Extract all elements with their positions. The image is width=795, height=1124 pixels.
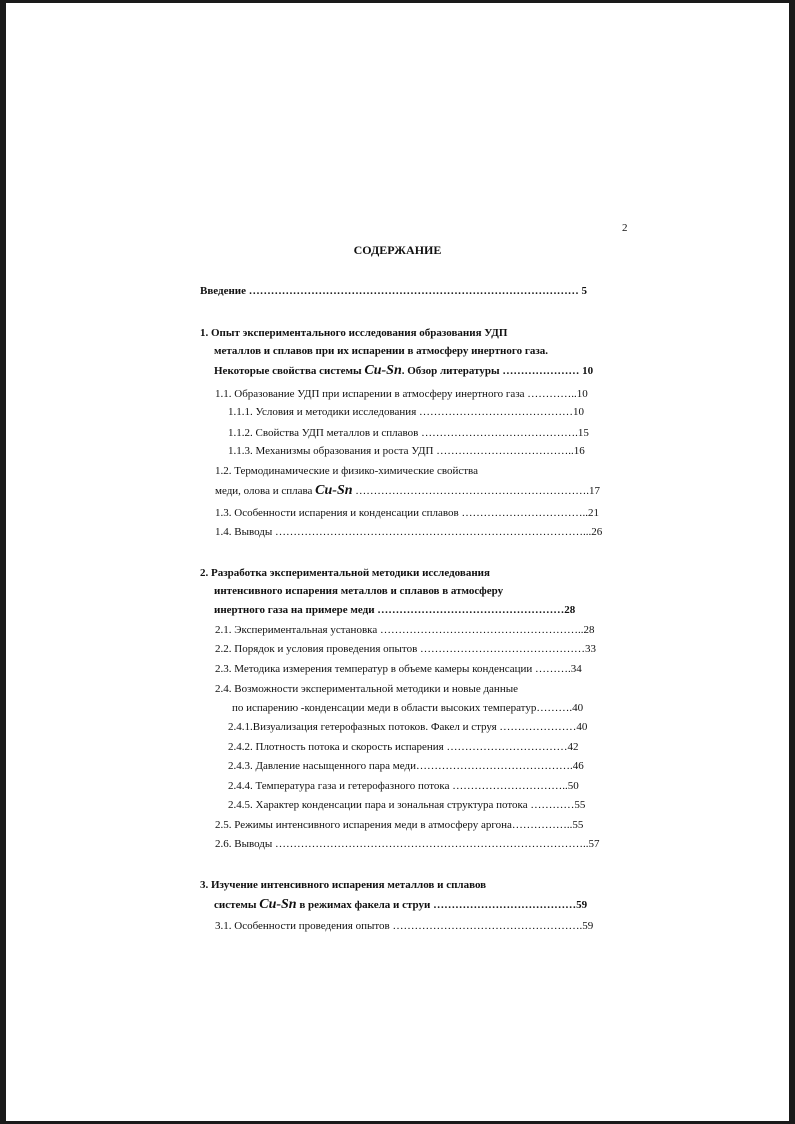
toc-s3-1: 3.1. Особенности проведения опытов …………………………………………….59 xyxy=(215,920,594,932)
toc-s2-4b: по испарению -конденсации меди в области высоких температур……….40 xyxy=(232,702,584,714)
toc-ch2-line1: 2. Разработка экспериментальной методики исследования xyxy=(200,567,490,579)
toc-ch1-line3 xyxy=(214,364,593,378)
toc-ch3-line2-cusn: Cu-Sn xyxy=(259,897,297,912)
toc-ch1-line3-pre: Некоторые свойства системы xyxy=(214,365,365,377)
toc-s1-2b xyxy=(215,484,600,498)
toc-s2-3: 2.3. Методика измерения температур в объеме камеры конденсации ……….34 xyxy=(215,663,582,675)
toc-s2-1: 2.1. Экспериментальная установка ………………………………………………..28 xyxy=(215,624,595,636)
toc-s2-4-2: 2.4.2. Плотность потока и скорость испарения ……………………………42 xyxy=(228,741,579,753)
page-number: 2 xyxy=(622,222,628,234)
toc-s2-4a: 2.4. Возможности экспериментальной методики и новые данные xyxy=(215,683,518,695)
page-title: СОДЕРЖАНИЕ xyxy=(353,243,442,257)
toc-s2-4-5: 2.4.5. Характер конденсации пара и зональная структура потока …………55 xyxy=(228,799,586,811)
toc-ch1-line3-cusn: Cu-Sn xyxy=(364,363,402,378)
toc-s1-3: 1.3. Особенности испарения и конденсации сплавов ……………………………..21 xyxy=(215,507,599,519)
toc-s2-6: 2.6. Выводы …………………………………………………………………………..57 xyxy=(215,838,600,850)
toc-s2-2: 2.2. Порядок и условия проведения опытов ………………………………………33 xyxy=(215,643,597,655)
toc-ch2-line3: инертного газа на примере меди ……………………………………………28 xyxy=(214,604,576,616)
toc-s1-2b-post: ……………………………………………………….17 xyxy=(352,485,601,497)
toc-s2-4-1: 2.4.1.Визуализация гетерофазных потоков. Факел и струя …………………40 xyxy=(228,721,588,733)
toc-s1-2a: 1.2. Термодинамические и физико-химические свойства xyxy=(215,465,478,477)
toc-s2-5: 2.5. Режимы интенсивного испарения меди в атмосферу аргона……………..55 xyxy=(215,819,584,831)
toc-ch2-line2: интенсивного испарения металлов и сплавов в атмосферу xyxy=(214,585,504,597)
toc-ch1-line3-post: . Обзор литературы ………………… 10 xyxy=(401,365,594,377)
toc-s1-1-3: 1.1.3. Механизмы образования и роста УДП ………………………………..16 xyxy=(228,445,585,457)
toc-s1-1: 1.1. Образование УДП при испарении в атмосферу инертного газа …………..10 xyxy=(215,388,588,400)
toc-ch3-line2-post: в режимах факела и струи …………………………………59 xyxy=(296,899,588,911)
toc-ch1-line1: 1. Опыт экспериментального исследования образования УДП xyxy=(200,327,508,339)
toc-ch3-line2 xyxy=(214,898,587,912)
toc-s1-1-2: 1.1.2. Свойства УДП металлов и сплавов …………………………………….15 xyxy=(228,427,589,439)
toc-ch3-line2-pre: системы xyxy=(214,899,260,911)
toc-intro: Введение ……………………………………………………………………………… 5 xyxy=(200,285,588,297)
toc-s1-2b-cusn: Cu-Sn xyxy=(315,483,353,498)
toc-s1-2b-pre: меди, олова и сплава xyxy=(215,485,316,497)
toc-ch1-line2: металлов и сплавов при их испарении в атмосферу инертного газа. xyxy=(214,345,549,357)
toc-s2-4-4: 2.4.4. Температура газа и гетерофазного потока …………………………..50 xyxy=(228,780,579,792)
toc-ch3-line1: 3. Изучение интенсивного испарения металлов и сплавов xyxy=(200,879,487,891)
toc-s2-4-3: 2.4.3. Давление насыщенного пара меди…………………………………….46 xyxy=(228,760,584,772)
toc-s1-4: 1.4. Выводы …………………………………………………………………………...26 xyxy=(215,526,603,538)
toc-s1-1-1: 1.1.1. Условия и методики исследования ……………………………………10 xyxy=(228,406,585,418)
